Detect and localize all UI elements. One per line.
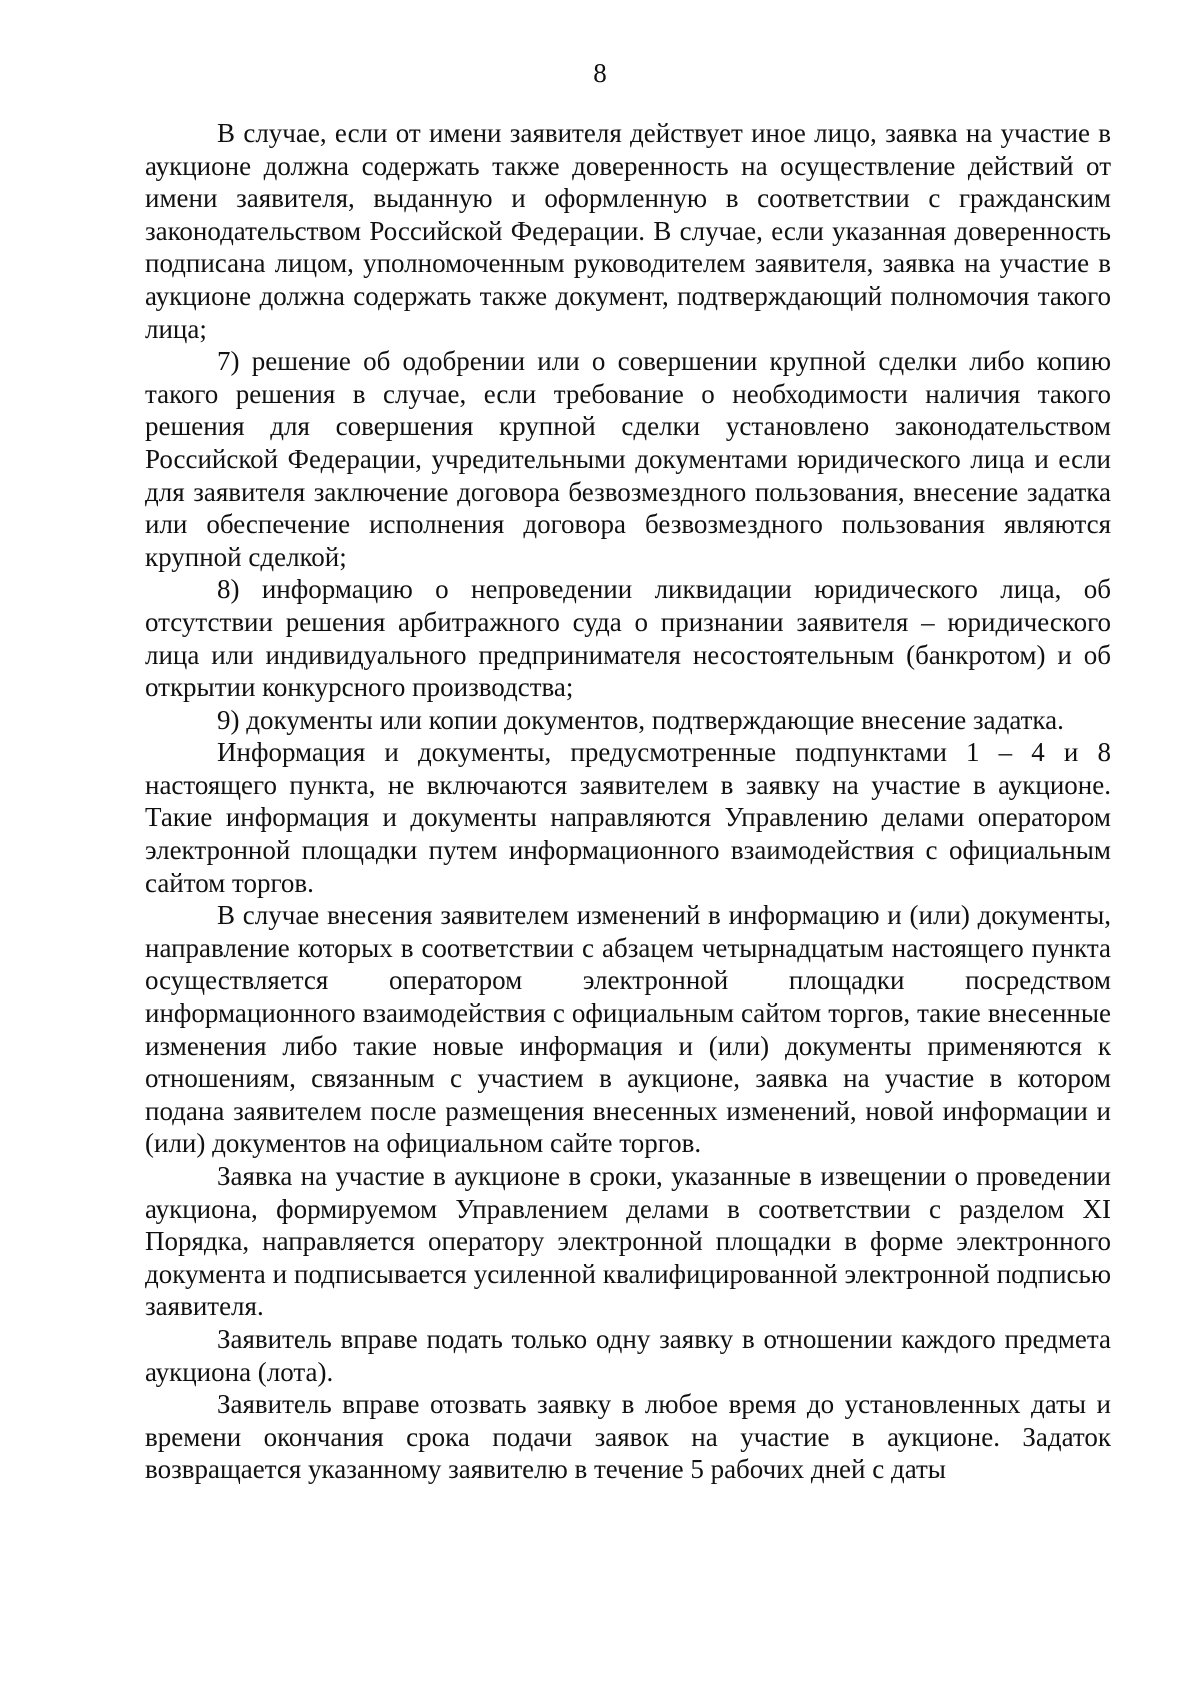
- paragraph-one-application: Заявитель вправе подать только одну заявку в отношении каждого предмета аукциона (лота).: [145, 1323, 1111, 1387]
- paragraph-application-submission: Заявка на участие в аукционе в сроки, указанные в извещении о проведении аукциона, формируемом Управлением делами в соответствии с разделом XI Порядка, направляется оператору электронной площадки в форме электронного документа и подписывается усиленной квалифицированной электронной подписью заявителя.: [145, 1161, 1111, 1322]
- paragraph-item-8: 8) информацию о непроведении ликвидации юридического лица, об отсутствии решения арбитражного суда о признании заявителя – юридического лица или индивидуального предпринимателя несостоятельным (банкротом) и об открытии конкурсного производства;: [145, 574, 1111, 703]
- page-number: 8: [593, 58, 607, 88]
- paragraph-item-9: 9) документы или копии документов, подтверждающие внесение задатка.: [217, 704, 1064, 735]
- paragraph-withdrawal: Заявитель вправе отозвать заявку в любое время до установленных даты и времени окончания срока подачи заявок на участие в аукционе. Задаток возвращается указанному заявителю в течение 5 рабочих дней с даты: [145, 1389, 1111, 1485]
- paragraph-changes: В случае внесения заявителем изменений в информацию и (или) документы, направление которых в соответствии с абзацем четырнадцатым настоящего пункта осуществляется оператором электронной площадки посредством информационного взаимодействия с официальным сайтом торгов, такие внесенные изменения либо такие новые информация и (или) документы применяются к отношениям, связанным с участием в аукционе, заявка на участие в котором подана заявителем после размещения внесенных изменений, новой информации и (или) документов на официальном сайте торгов.: [145, 900, 1111, 1159]
- paragraph-information-exclusion: Информация и документы, предусмотренные подпунктами 1 – 4 и 8 настоящего пункта, не включаются заявителем в заявку на участие в аукционе. Такие информация и документы направляются Управлению делами оператором электронной площадки путем информационного взаимодействия с официальным сайтом торгов.: [145, 737, 1111, 898]
- document-body: [145, 117, 1111, 1486]
- paragraph-item-7: 7) решение об одобрении или о совершении крупной сделки либо копию такого решения в случае, если требование о необходимости наличия такого решения для совершения крупной сделки установлено законодательством Российской Федерации, учредительными документами юридического лица и если для заявителя заключение договора безвозмездного пользования, внесение задатка или обеспечение исполнения договора безвозмездного пользования являются крупной сделкой;: [145, 346, 1111, 572]
- paragraph-proxy-authorization: В случае, если от имени заявителя действует иное лицо, заявка на участие в аукционе должна содержать также доверенность на осуществление действий от имени заявителя, выданную и оформленную в соответствии с гражданским законодательством Российской Федерации. В случае, если указанная доверенность подписана лицом, уполномоченным руководителем заявителя, заявка на участие в аукционе должна содержать также документ, подтверждающий полномочия такого лица;: [145, 118, 1111, 344]
